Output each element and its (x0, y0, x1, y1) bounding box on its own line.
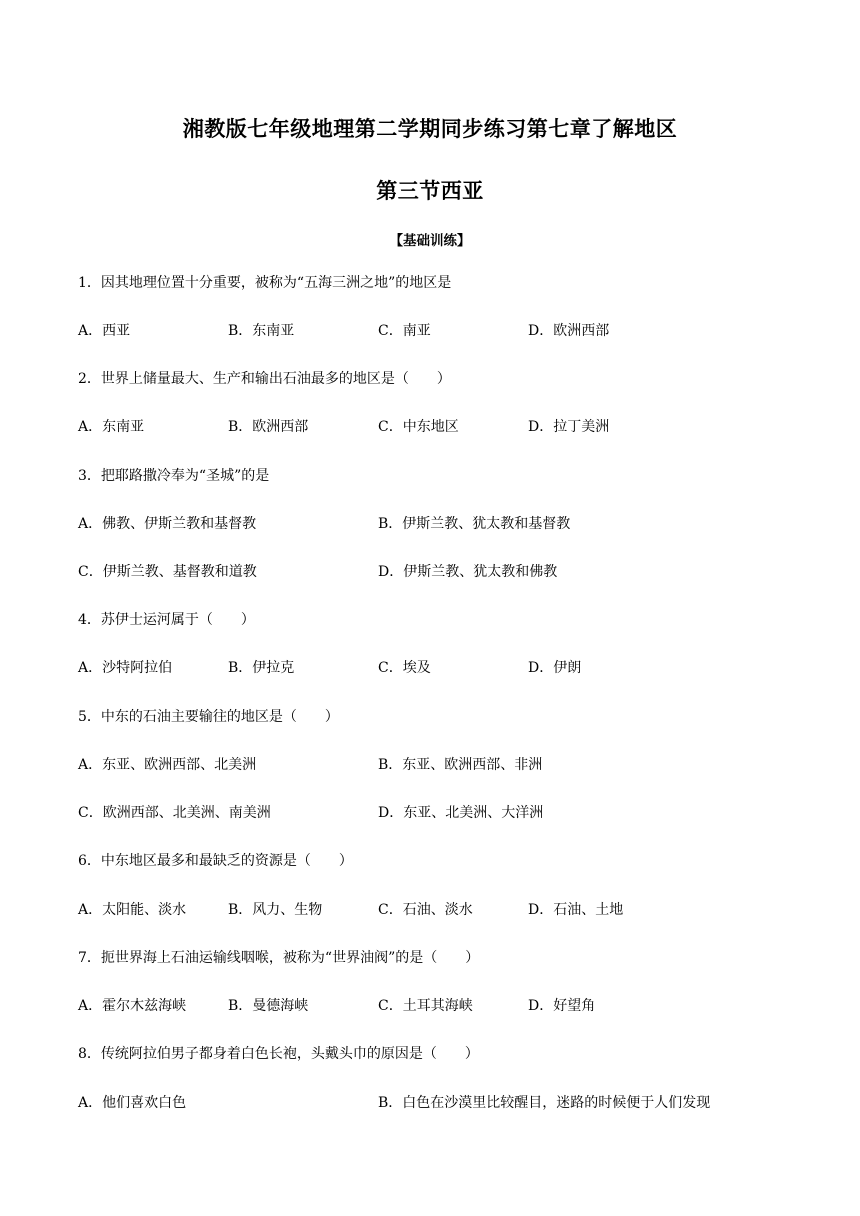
question-stem: 1．因其地理位置十分重要，被称为“五海三洲之地”的地区是 (78, 275, 452, 291)
option-b: B．风力、生物 (228, 902, 323, 918)
option-b: B．伊斯兰教、犹太教和基督教 (378, 516, 571, 532)
option-b: B．东南亚 (228, 323, 295, 339)
option-a: A．东南亚 (78, 419, 145, 435)
option-a: A．沙特阿拉伯 (78, 660, 173, 676)
option-d: D．伊朗 (528, 660, 582, 676)
option-d: D．欧洲西部 (528, 323, 610, 339)
question-stem: 8．传统阿拉伯男子都身着白色长袍，头戴头巾的原因是（ ） (78, 1046, 479, 1062)
question-stem: 2．世界上储量最大、生产和输出石油最多的地区是（ ） (78, 371, 451, 387)
training-label: 【基础训练】 (389, 233, 471, 249)
question-stem: 5．中东的石油主要输往的地区是（ ） (78, 709, 339, 725)
question-stem: 6．中东地区最多和最缺乏的资源是（ ） (78, 853, 353, 869)
option-a: A．霍尔木兹海峡 (78, 998, 187, 1014)
option-a: A．佛教、伊斯兰教和基督教 (78, 516, 257, 532)
option-d: D．拉丁美洲 (528, 419, 610, 435)
document-title: 湘教版七年级地理第二学期同步练习第七章了解地区 (182, 117, 678, 141)
option-c: C．埃及 (378, 660, 431, 676)
option-b: B．伊拉克 (228, 660, 295, 676)
option-d: D．伊斯兰教、犹太教和佛教 (378, 564, 558, 580)
option-c: C．伊斯兰教、基督教和道教 (78, 564, 257, 580)
option-c: C．石油、淡水 (378, 902, 473, 918)
option-c: C．欧洲西部、北美洲、南美洲 (78, 805, 271, 821)
option-b: B．白色在沙漠里比较醒目，迷路的时候便于人们发现 (378, 1095, 711, 1111)
option-a: A．太阳能、淡水 (78, 902, 187, 918)
section-title: 第三节西亚 (376, 179, 484, 203)
option-a: A．东亚、欧洲西部、北美洲 (78, 757, 257, 773)
option-b: B．东亚、欧洲西部、非洲 (378, 757, 543, 773)
option-b: B．曼德海峡 (228, 998, 309, 1014)
option-a: A．他们喜欢白色 (78, 1095, 187, 1111)
option-c: C．土耳其海峡 (378, 998, 473, 1014)
option-c: C．中东地区 (378, 419, 459, 435)
option-d: D．石油、土地 (528, 902, 624, 918)
option-a: A．西亚 (78, 323, 131, 339)
option-c: C．南亚 (378, 323, 431, 339)
question-stem: 3．把耶路撒冷奉为“圣城”的是 (78, 468, 270, 484)
question-stem: 4．苏伊士运河属于（ ） (78, 612, 255, 628)
option-d: D．东亚、北美洲、大洋洲 (378, 805, 544, 821)
option-d: D．好望角 (528, 998, 596, 1014)
option-b: B．欧洲西部 (228, 419, 309, 435)
question-stem: 7．扼世界海上石油运输线咽喉，被称为“世界油阀”的是（ ） (78, 950, 480, 966)
